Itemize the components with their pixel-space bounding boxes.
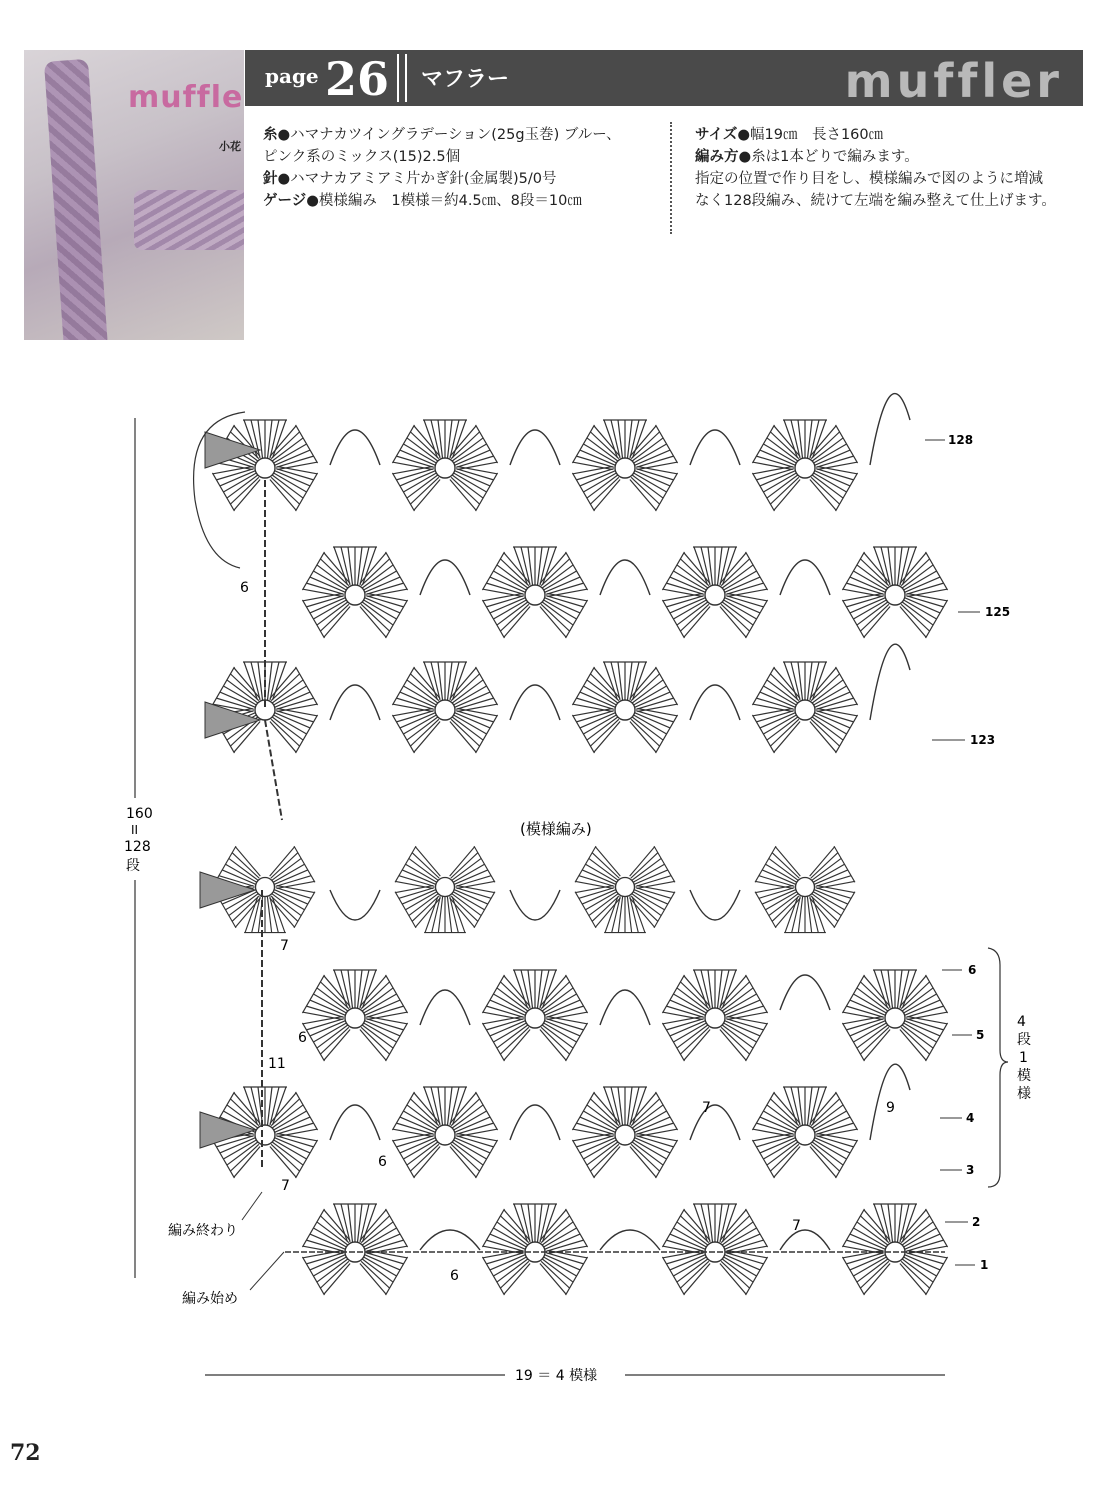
chain-count-label: 7 xyxy=(792,1218,801,1234)
header-divider xyxy=(397,54,407,102)
chain-arch xyxy=(600,560,650,595)
page-label: page xyxy=(265,64,319,88)
chain-arch xyxy=(420,1230,480,1250)
row-label-123: 123 xyxy=(970,733,996,747)
length-label-0: 160 xyxy=(126,806,153,822)
chain-arch xyxy=(330,430,380,465)
chain-count-label: 6 xyxy=(450,1268,459,1284)
size-label: サイズ● xyxy=(695,127,750,143)
length-label-2: 128 xyxy=(124,839,151,855)
chain-arch xyxy=(510,430,560,465)
method-text: 糸は1本どりで編みます。 xyxy=(751,149,919,165)
repeat-label-0: 4 xyxy=(1017,1014,1026,1030)
chain-arch xyxy=(330,890,380,920)
flower-motif xyxy=(752,662,857,753)
repeat-label-4: 様 xyxy=(1017,1086,1031,1102)
flower-motif xyxy=(482,970,587,1061)
chain-count-label: 11 xyxy=(268,1056,286,1072)
shaded-petal xyxy=(205,432,260,468)
chain-count-label: 7 xyxy=(281,1178,290,1194)
chain-arch xyxy=(420,560,470,595)
title-japanese: マフラー xyxy=(421,67,510,92)
row-label-128: 128 xyxy=(948,433,974,447)
page-number-large: 26 xyxy=(325,52,390,106)
flower-motif xyxy=(842,547,947,638)
chain-arch xyxy=(510,685,560,720)
column-separator xyxy=(670,122,672,234)
chain-count-label: 9 xyxy=(886,1100,895,1116)
row-label-1: 1 xyxy=(980,1258,989,1272)
chain-arches xyxy=(285,394,945,1252)
page-number: 72 xyxy=(10,1440,41,1466)
chain-arch xyxy=(510,1105,560,1140)
repeat-label-3: 模 xyxy=(1017,1068,1031,1084)
needle-text: ハマナカアミアミ片かぎ針(金属製)5/0号 xyxy=(290,171,557,187)
flower-motif xyxy=(395,846,495,932)
chain-arch xyxy=(690,890,740,920)
repeat-bracket xyxy=(988,948,1008,1187)
yarn-text-2: ピンク系のミックス(15)2.5個 xyxy=(263,149,461,165)
flower-motif xyxy=(572,1087,677,1178)
instructions-block xyxy=(695,124,1090,212)
chain-arch xyxy=(780,975,830,1010)
photo-mini-text: 小花 xyxy=(219,140,241,153)
needle-label: 針● xyxy=(263,171,291,187)
chain-count-label: 6 xyxy=(240,580,249,596)
flower-motif xyxy=(662,547,767,638)
chain-arch xyxy=(330,685,380,720)
chain-arch xyxy=(600,990,650,1025)
chain-arch xyxy=(330,1105,380,1140)
chain-count-label: 6 xyxy=(378,1154,387,1170)
flower-motif xyxy=(212,420,317,511)
size-text: 幅19㎝ 長さ160㎝ xyxy=(750,127,884,143)
width-label: 19 ＝ 4 模様 xyxy=(515,1368,598,1384)
flower-motif xyxy=(572,420,677,511)
row-label-5: 5 xyxy=(976,1028,985,1042)
row-label-4: 4 xyxy=(966,1111,975,1125)
materials-block xyxy=(263,124,663,212)
chain-arch xyxy=(690,430,740,465)
chain-arch xyxy=(870,394,910,465)
chain-arch xyxy=(690,1105,740,1140)
scarf-image xyxy=(44,59,108,340)
flower-motif xyxy=(575,846,675,932)
chain-arch xyxy=(510,890,560,920)
scarf-image-folded xyxy=(134,190,244,250)
flower-motif xyxy=(662,1204,767,1295)
repeat-label-1: 段 xyxy=(1017,1032,1031,1048)
row-label-125: 125 xyxy=(985,605,1011,619)
chain-arch xyxy=(780,560,830,595)
yarn-label: 糸● xyxy=(263,127,291,143)
flower-motif xyxy=(392,420,497,511)
chain-count-label: 6 xyxy=(298,1030,307,1046)
flower-motif xyxy=(482,1204,587,1295)
flower-motif xyxy=(302,1204,407,1295)
crochet-chart xyxy=(0,390,1112,1390)
chain-arch xyxy=(780,1230,830,1250)
length-label-1: II xyxy=(131,823,139,837)
pattern-caption: (模様編み) xyxy=(520,820,592,838)
flower-motif xyxy=(572,662,677,753)
page-header xyxy=(245,50,1083,106)
flower-motif xyxy=(302,970,407,1061)
flower-motif xyxy=(662,970,767,1061)
row-label-3: 3 xyxy=(966,1163,975,1177)
start-label: 編み始め xyxy=(182,1291,238,1307)
flower-motif xyxy=(302,547,407,638)
method-text-2: 指定の位置で作り目をし、模様編みで図のように増減 xyxy=(695,171,1043,187)
method-text-3: なく128段編み、続けて左端を編み整えて仕上げます。 xyxy=(695,193,1056,209)
photo-overlay-text: muffle xyxy=(128,80,244,115)
chain-arch xyxy=(870,644,910,720)
chain-count-label: 7 xyxy=(702,1100,711,1116)
flower-motif xyxy=(392,1087,497,1178)
yarn-text: ハマナカツイングラデーション(25g玉巻) ブルー、 xyxy=(290,127,621,143)
flower-motif xyxy=(842,970,947,1061)
length-label-3: 段 xyxy=(126,858,140,874)
chain-arch xyxy=(600,1230,660,1250)
row-label-6: 6 xyxy=(968,963,977,977)
title-english: muffler xyxy=(844,54,1063,108)
chain-arch xyxy=(420,990,470,1025)
flower-motif xyxy=(752,420,857,511)
shaded-petal xyxy=(200,1112,255,1148)
gauge-text: 模様編み 1模様＝約4.5㎝、8段＝10㎝ xyxy=(318,193,582,209)
flower-motif xyxy=(392,662,497,753)
flower-motifs xyxy=(212,420,947,1295)
flower-motif xyxy=(752,1087,857,1178)
row-label-2: 2 xyxy=(972,1215,981,1229)
gauge-label: ゲージ● xyxy=(263,193,319,209)
chain-arch xyxy=(690,685,740,720)
flower-motif xyxy=(755,846,855,932)
repeat-label-2: 1 xyxy=(1019,1050,1028,1066)
end-label: 編み終わり xyxy=(168,1223,238,1239)
flower-motif xyxy=(842,1204,947,1295)
method-label: 編み方● xyxy=(695,149,752,165)
cover-photo xyxy=(24,50,244,340)
flower-motif xyxy=(482,547,587,638)
chain-count-label: 7 xyxy=(280,938,289,954)
